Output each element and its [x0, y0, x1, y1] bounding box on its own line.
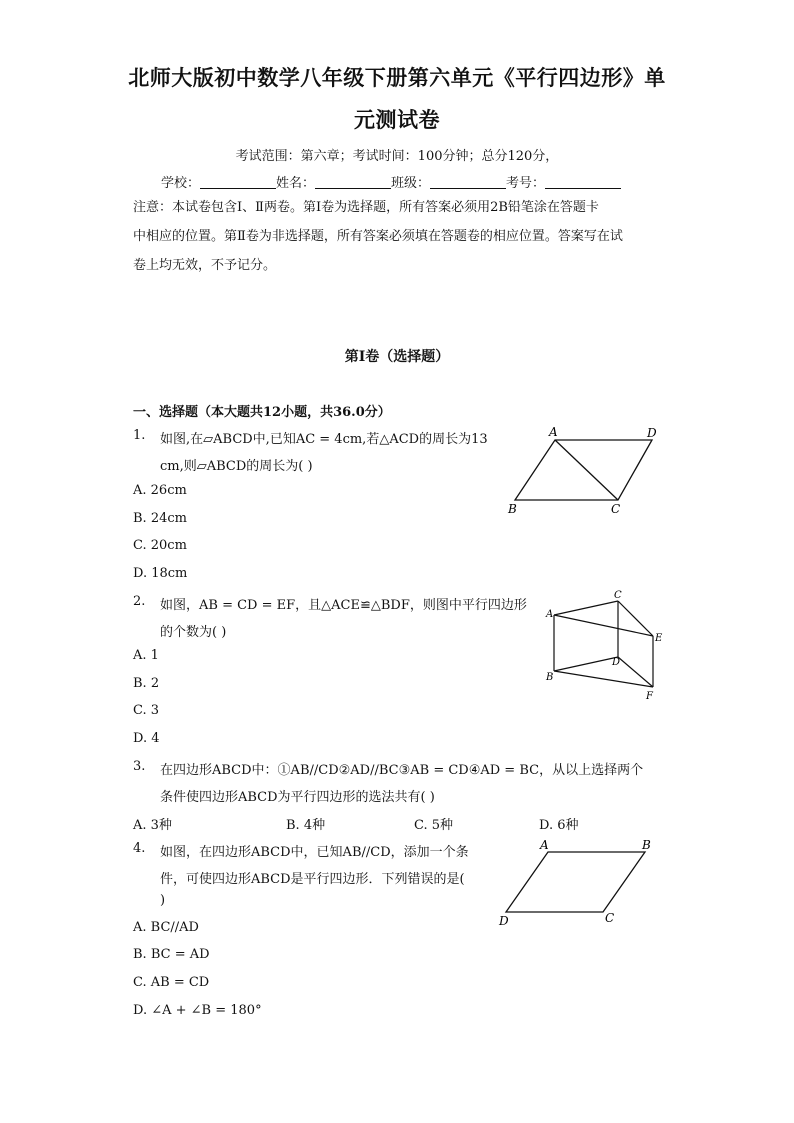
class-blank[interactable] — [430, 176, 506, 189]
figure-label: C — [614, 590, 622, 601]
question-2-number: 2. — [133, 594, 146, 609]
number-blank[interactable] — [545, 176, 621, 189]
question-3-option-a[interactable]: A. 3种 — [133, 818, 172, 833]
exam-info: 考试范围：第六章；考试时间：100分钟；总分120分， — [235, 149, 559, 164]
class-label: 班级： — [391, 176, 431, 191]
question-4-line-3: ) — [160, 893, 166, 908]
number-label: 考号： — [506, 176, 546, 191]
question-1-line-2: cm,则▱ABCD的周长为( ) — [160, 459, 313, 474]
question-1-option-b[interactable]: B. 24cm — [133, 511, 187, 526]
question-3-option-b[interactable]: B. 4种 — [286, 818, 326, 833]
figure-label: A — [546, 609, 554, 620]
question-3-option-d[interactable]: D. 6种 — [539, 818, 579, 833]
question-2-option-c[interactable]: C. 3 — [133, 703, 160, 718]
question-1-line-1: 如图,在▱ABCD中,已知AC = 4cm,若△ACD的周长为13 — [160, 432, 488, 447]
question-1-option-c[interactable]: C. 20cm — [133, 538, 187, 553]
figure-label: B — [642, 838, 651, 852]
figure-label: B — [546, 672, 554, 683]
question-3-line-2: 条件使四边形ABCD为平行四边形的选法共有( ) — [160, 790, 435, 805]
question-4-option-c[interactable]: C. AB = CD — [133, 975, 210, 990]
figure-label: C — [611, 502, 621, 516]
figure-label: E — [655, 633, 663, 644]
question-4-line-1: 如图，在四边形ABCD中，已知AB//CD，添加一个条 — [160, 845, 469, 860]
student-fields — [161, 172, 621, 191]
notice-line: 卷上均无效，不予记分。 — [133, 258, 277, 273]
section-title: 第Ⅰ卷（选择题） — [344, 349, 450, 365]
question-2-option-d[interactable]: D. 4 — [133, 731, 160, 746]
name-label: 姓名： — [276, 176, 316, 191]
figure-label: D — [499, 914, 509, 928]
notice-line: 中相应的位置。第Ⅱ卷为非选择题，所有答案必须填在答题卷的相应位置。答案写在试 — [133, 229, 623, 244]
question-4-parallelogram-figure — [490, 832, 665, 932]
question-4-line-2: 件，可使四边形ABCD是平行四边形．下列错误的是( — [160, 872, 465, 887]
question-3-number: 3. — [133, 759, 146, 774]
figure-label: D — [647, 426, 657, 440]
question-2-option-a[interactable]: A. 1 — [133, 648, 159, 663]
question-2-line-1: 如图，AB = CD = EF，且△ACE≌△BDF，则图中平行四边形 — [160, 598, 527, 613]
question-2-prism-figure — [538, 585, 668, 705]
question-2-line-2: 的个数为( ) — [160, 625, 227, 640]
question-1-number: 1. — [133, 428, 146, 443]
name-blank[interactable] — [315, 176, 391, 189]
question-4-option-a[interactable]: A. BC//AD — [133, 920, 199, 935]
question-3-option-c[interactable]: C. 5种 — [414, 818, 454, 833]
title-line-1: 北师大版初中数学八年级下册第六单元《平行四边形》单 — [128, 65, 666, 90]
figure-label: A — [540, 838, 549, 852]
school-blank[interactable] — [200, 176, 276, 189]
title-line-2: 元测试卷 — [354, 107, 440, 132]
part-heading: 一、选择题（本大题共12小题，共36.0分） — [133, 405, 391, 420]
figure-label: B — [508, 502, 517, 516]
question-3-line-1: 在四边形ABCD中：①AB//CD②AD//BC③AB = CD④AD = BC，从以上选择两个 — [160, 763, 644, 778]
notice — [133, 193, 663, 280]
school-label: 学校： — [161, 176, 201, 191]
question-4-number: 4. — [133, 841, 146, 856]
notice-line: 注意：本试卷包含Ⅰ、Ⅱ两卷。第Ⅰ卷为选择题，所有答案必须用2B铅笔涂在答题卡 — [133, 200, 599, 215]
figure-label: A — [549, 425, 558, 439]
question-1-option-d[interactable]: D. 18cm — [133, 566, 188, 581]
figure-label: F — [646, 691, 653, 702]
figure-label: D — [612, 657, 621, 668]
figure-label: C — [605, 911, 615, 925]
question-4-option-b[interactable]: B. BC = AD — [133, 947, 210, 962]
question-4-option-d[interactable]: D. ∠A + ∠B = 180° — [133, 1003, 262, 1018]
question-2-option-b[interactable]: B. 2 — [133, 676, 160, 691]
question-1-option-a[interactable]: A. 26cm — [133, 483, 187, 498]
question-1-parallelogram-figure — [500, 420, 670, 520]
